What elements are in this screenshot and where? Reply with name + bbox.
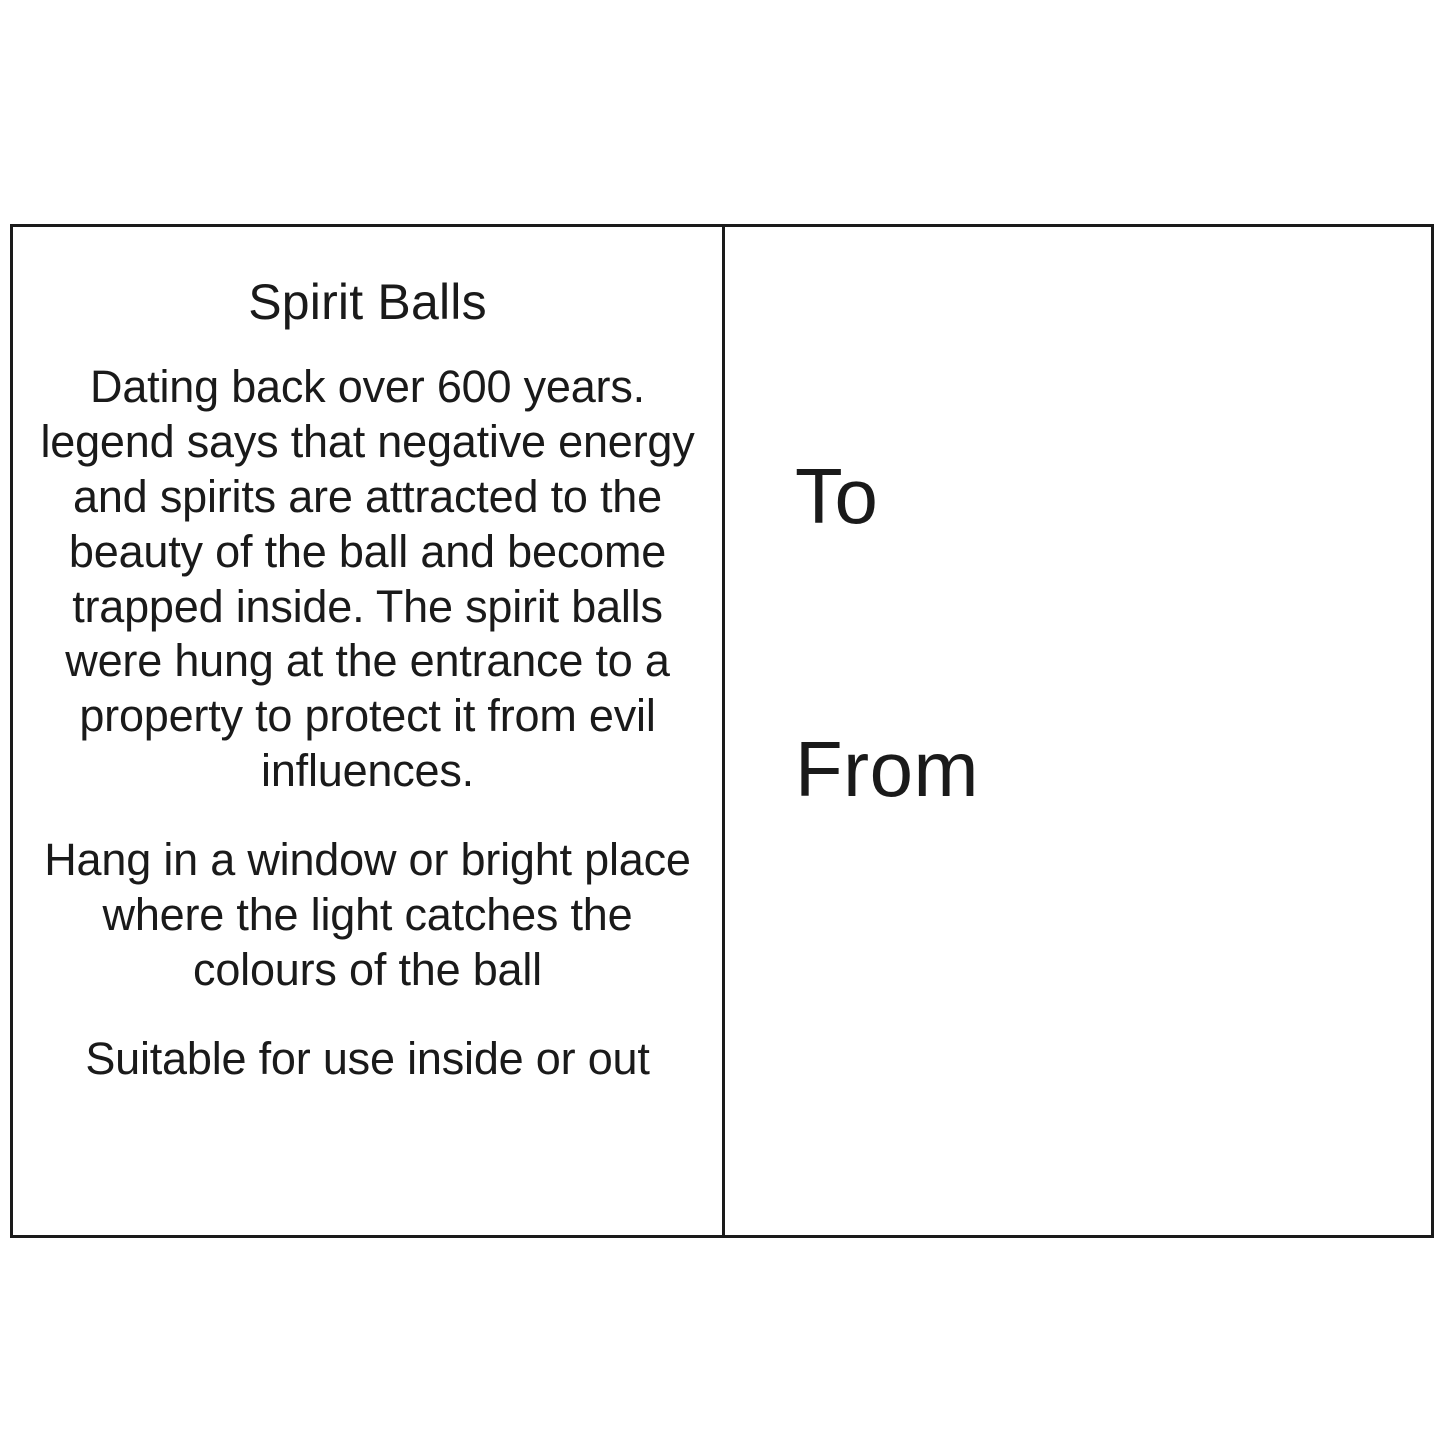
sender-field-label: From — [795, 725, 979, 813]
card-message-panel — [725, 227, 1431, 1235]
recipient-field-label: To — [795, 452, 879, 540]
gift-card — [10, 224, 1434, 1238]
card-info-panel — [13, 227, 725, 1235]
page-title: Spirit Balls — [248, 274, 487, 330]
description-paragraph-care: Hang in a window or bright place where the light catches the colours of the ball — [44, 834, 691, 995]
description-paragraph-usage: Suitable for use inside or out — [85, 1032, 650, 1084]
description-paragraph-legend: Dating back over 600 years. legend says that negative energy and spirits are attracted to the beauty of the ball and become trapped inside. The spirit balls were hung at the entrance to a property to protect it from evil influences. — [40, 361, 695, 797]
